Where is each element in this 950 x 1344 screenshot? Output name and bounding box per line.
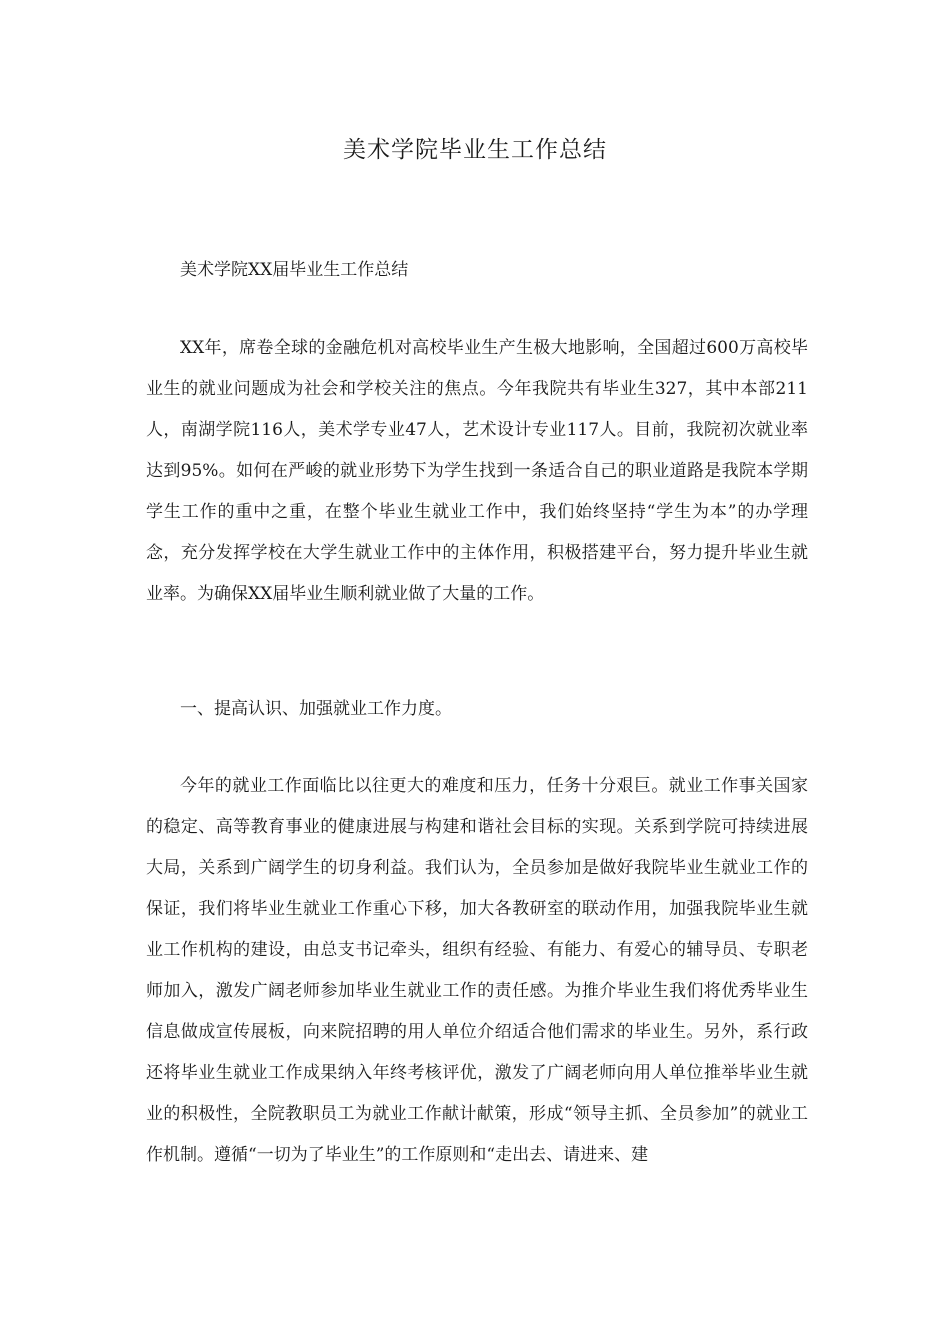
intro-paragraph: XX年，席卷全球的金融危机对高校毕业生产生极大地影响，全国超过600万高校毕业生的就业问题成为社会和学校关注的焦点。今年我院共有毕业生327，其中本部211人，南湖学院116人，美术学专业47人，艺术设计专业117人。目前，我院初次就业率达到95%。如何在严峻的就业形势下为学生找到一条适合自己的职业道路是我院本学期学生工作的重中之重，在整个毕业生就业工作中，我们始终坚持“学生为本”的办学理念，充分发挥学校在大学生就业工作中的主体作用，积极搭建平台，努力提升毕业生就业率。为确保XX届毕业生顺利就业做了大量的工作。: [146, 338, 808, 604]
section-heading: 一、提高认识、加强就业工作力度。: [180, 699, 452, 719]
section-paragraph: 今年的就业工作面临比以往更大的难度和压力，任务十分艰巨。就业工作事关国家的稳定、高等教育事业的健康进展与构建和谐社会目标的实现。关系到学院可持续进展大局，关系到广阔学生的切身利益。我们认为，全员参加是做好我院毕业生就业工作的保证，我们将毕业生就业工作重心下移，加大各教研室的联动作用，加强我院毕业生就业工作机构的建设，由总支书记牵头，组织有经验、有能力、有爱心的辅导员、专职老师加入，激发广阔老师参加毕业生就业工作的责任感。为推介毕业生我们将优秀毕业生信息做成宣传展板，向来院招聘的用人单位介绍适合他们需求的毕业生。另外，系行政还将毕业生就业工作成果纳入年终考核评优，激发了广阔老师向用人单位推举毕业生就业的积极性，全院教职员工为就业工作献计献策，形成“领导主抓、全员参加”的就业工作机制。遵循“一切为了毕业生”的工作原则和“走出去、请进来、建: [146, 776, 808, 1165]
document-subtitle: 美术学院XX届毕业生工作总结: [180, 260, 409, 280]
document-title: 美术学院毕业生工作总结: [343, 137, 607, 163]
